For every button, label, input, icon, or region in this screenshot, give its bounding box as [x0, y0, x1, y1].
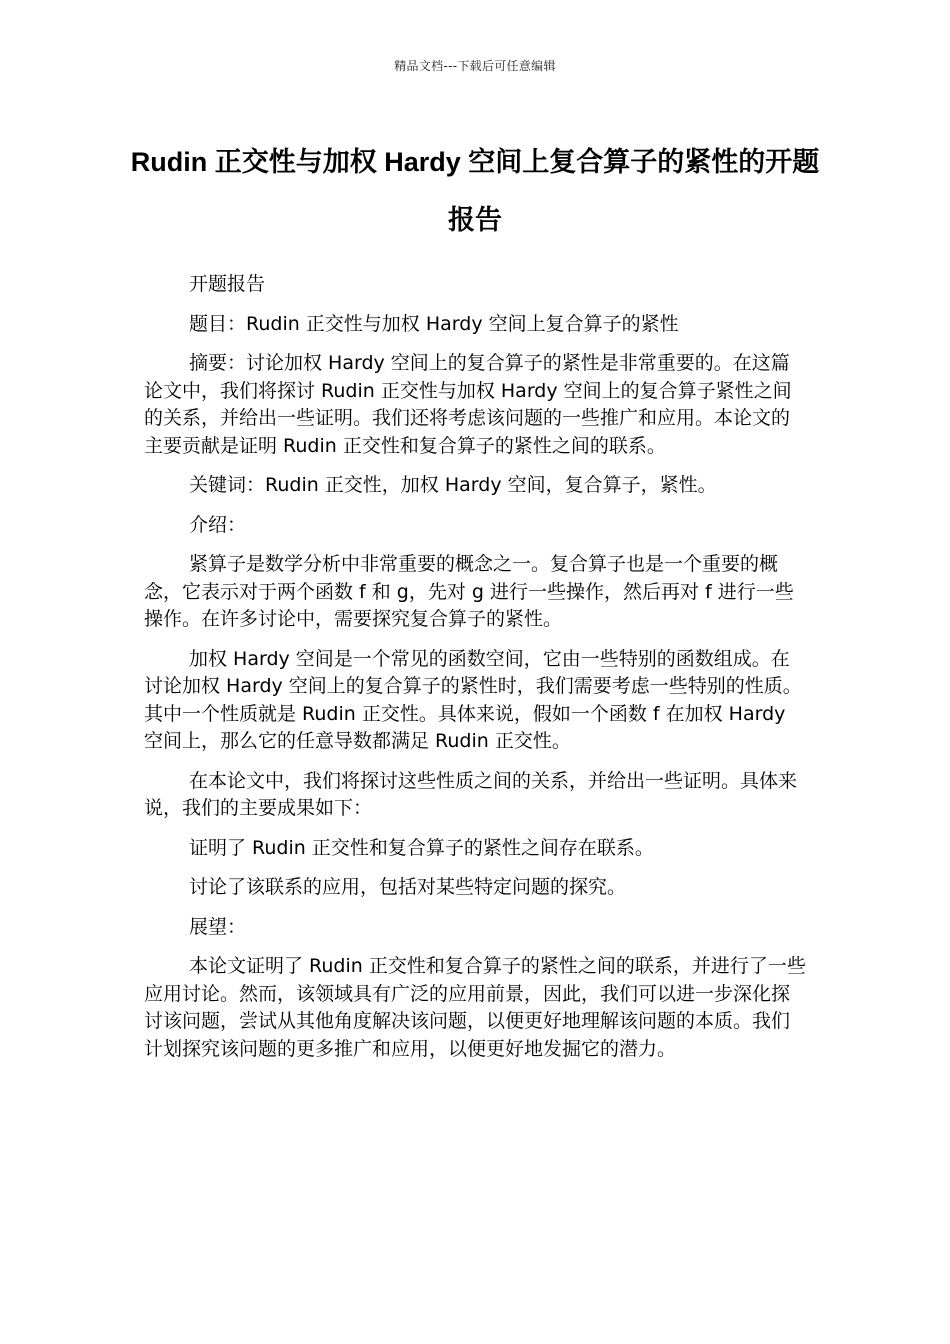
document-title: Rudin 正交性与加权 Hardy 空间上复合算子的紧性的开题报告 — [130, 147, 820, 235]
paragraph-abstract: 摘要：讨论加权 Hardy 空间上的复合算子的紧性是非常重要的。在这篇论文中，我们将探讨 Rudin 正交性与加权 Hardy 空间上的复合算子紧性之间的关系，并给出一些证明。我们还将考虑该问题的一些推广和应用。本论文的主要贡献是证明 Rudin 正交性和复合算子的紧性之间的联系。 — [144, 352, 792, 457]
paragraph-outlook-heading: 展望： — [189, 915, 247, 938]
paragraph-topic: 题目：Rudin 正交性与加权 Hardy 空间上复合算子的紧性 — [189, 312, 679, 335]
paragraph-keywords: 关键词：Rudin 正交性，加权 Hardy 空间，复合算子，紧性。 — [189, 474, 717, 496]
header-note: 精品文档---下载后可任意编辑 — [394, 59, 556, 73]
paragraph-intro-3: 在本论文中，我们将探讨这些性质之间的关系，并给出一些证明。具体来说，我们的主要成果如下： — [144, 769, 798, 819]
paragraph-result-2: 讨论了该联系的应用，包括对某些特定问题的探究。 — [189, 876, 627, 898]
paragraph-intro-heading: 介绍： — [189, 513, 247, 536]
paragraph-result-1: 证明了 Rudin 正交性和复合算子的紧性之间存在联系。 — [189, 836, 654, 859]
paragraph-intro-2: 加权 Hardy 空间是一个常见的函数空间，它由一些特别的函数组成。在讨论加权 Hardy 空间上的复合算子的紧性时，我们需要考虑一些特别的性质。其中一个性质就是 Rudin 正交性。具体来说，假如一个函数 f 在加权 Hardy 空间上，那么它的任意导数都满足 Rudin 正交性。 — [144, 647, 802, 752]
paragraph-section-label: 开题报告 — [189, 273, 266, 295]
paragraph-intro-1: 紧算子是数学分析中非常重要的概念之一。复合算子也是一个重要的概念，它表示对于两个函数 f 和 g，先对 g 进行一些操作，然后再对 f 进行一些操作。在许多讨论中，需要探究复合算子的紧性。 — [144, 553, 794, 630]
paragraph-outlook: 本论文证明了 Rudin 正交性和复合算子的紧性之间的联系，并进行了一些应用讨论。然而，该领域具有广泛的应用前景，因此，我们可以进一步深化探讨该问题，尝试从其他角度解决该问题，以便更好地理解该问题的本质。我们计划探究该问题的更多推广和应用，以便更好地发掘它的潜力。 — [144, 955, 806, 1060]
document-body — [144, 271, 806, 1075]
